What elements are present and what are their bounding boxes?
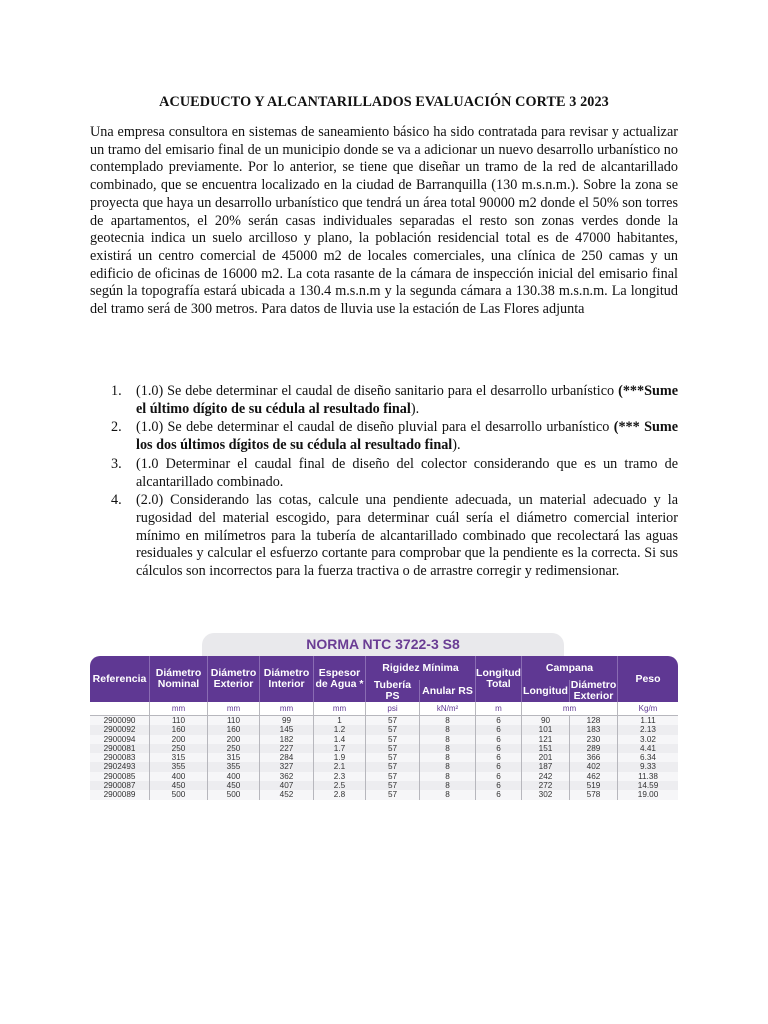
table-cell: 19.00 (618, 790, 678, 799)
table-cell: 8 (420, 781, 476, 790)
table-cell: 400 (208, 772, 260, 781)
table-cell: 2.5 (314, 781, 366, 790)
table-cell: 57 (366, 762, 420, 771)
table-cell: 90 (522, 716, 570, 725)
table-cell: 8 (420, 735, 476, 744)
table-cell: 8 (420, 753, 476, 762)
table-cell: 160 (150, 725, 208, 734)
header-longitud-total: Longitud Total (476, 656, 522, 702)
table-cell: 6 (476, 781, 522, 790)
table-cell: 2.13 (618, 725, 678, 734)
table-cell: 9.33 (618, 762, 678, 771)
table-cell: 2900092 (90, 725, 150, 734)
table-cell: 284 (260, 753, 314, 762)
table-cell: 151 (522, 744, 570, 753)
question-number: 1. (111, 383, 122, 399)
table-row (90, 772, 678, 781)
table-cell: 183 (570, 725, 618, 734)
table-cell: 200 (208, 735, 260, 744)
question-text: (1.0) Se debe determinar el caudal de diseño sanitario para el desarrollo urbanístico (136, 383, 619, 399)
table-cell: 128 (570, 716, 618, 725)
table-row (90, 781, 678, 790)
question-list (90, 383, 678, 582)
table-cell: 2900085 (90, 772, 150, 781)
table-cell: 57 (366, 790, 420, 799)
unit-cell: psi (366, 702, 420, 716)
table-cell: 1.11 (618, 716, 678, 725)
table-cell: 57 (366, 725, 420, 734)
table-cell: 14.59 (618, 781, 678, 790)
table-cell: 500 (150, 790, 208, 799)
table-cell: 407 (260, 781, 314, 790)
table-cell: 400 (150, 772, 208, 781)
table-cell: 6 (476, 744, 522, 753)
unit-cell: mm (260, 702, 314, 716)
table-cell: 187 (522, 762, 570, 771)
table-cell: 57 (366, 744, 420, 753)
unit-cell (90, 702, 150, 716)
table-cell: 4.41 (618, 744, 678, 753)
table-cell: 8 (420, 716, 476, 725)
question-item (90, 419, 678, 454)
table-cell: 450 (150, 781, 208, 790)
table-cell: 315 (150, 753, 208, 762)
table-cell: 1.4 (314, 735, 366, 744)
table-cell: 57 (366, 735, 420, 744)
table-cell: 327 (260, 762, 314, 771)
table-cell: 6 (476, 716, 522, 725)
question-note: (***Sume el último dígito de su cédula al resultado final (136, 383, 678, 417)
question-text: (1.0) Se debe determinar el caudal de diseño pluvial para el desarrollo urbanístico (136, 419, 614, 436)
table-cell: 2900089 (90, 790, 150, 799)
table-cell: 8 (420, 772, 476, 781)
table-cell: 57 (366, 716, 420, 725)
table-cell: 2900081 (90, 744, 150, 753)
header-anular-rs: Anular RS (420, 680, 476, 702)
table-cell: 366 (570, 753, 618, 762)
table-row (90, 753, 678, 762)
header-peso: Peso (618, 656, 678, 702)
units-row (90, 702, 678, 716)
table-cell: 2.8 (314, 790, 366, 799)
question-item (90, 456, 678, 491)
table-cell: 110 (150, 716, 208, 725)
table-cell: 11.38 (618, 772, 678, 781)
table-cell: 1.2 (314, 725, 366, 734)
table-cell: 227 (260, 744, 314, 753)
table-cell: 242 (522, 772, 570, 781)
table-cell: 6 (476, 725, 522, 734)
table-cell: 121 (522, 735, 570, 744)
header-tuberia-ps: Tubería PS (366, 680, 420, 702)
table-cell: 57 (366, 781, 420, 790)
table-row (90, 744, 678, 753)
table-cell: 450 (208, 781, 260, 790)
question-text: (1.0 Determinar el caudal final de diseño del colector considerando que es un tramo de alcantarillado combinado. (136, 455, 678, 490)
table-cell: 182 (260, 735, 314, 744)
table-row (90, 725, 678, 734)
table-cell: 2900087 (90, 781, 150, 790)
pipe-spec-table (90, 656, 678, 800)
table-cell: 230 (570, 735, 618, 744)
question-tail: ). (410, 400, 420, 417)
table-cell: 462 (570, 772, 618, 781)
table-cell: 2.3 (314, 772, 366, 781)
table-cell: 315 (208, 753, 260, 762)
table-cell: 110 (208, 716, 260, 725)
table-cell: 2900094 (90, 735, 150, 744)
header-espesor: Espesor de Agua * (314, 656, 366, 702)
table-cell: 8 (420, 762, 476, 771)
table-cell: 302 (522, 790, 570, 799)
table-cell: 99 (260, 716, 314, 725)
table-cell: 101 (522, 725, 570, 734)
table-cell: 250 (150, 744, 208, 753)
table-cell: 2.1 (314, 762, 366, 771)
unit-cell: mm (150, 702, 208, 716)
table-cell: 500 (208, 790, 260, 799)
table-cell: 272 (522, 781, 570, 790)
header-campana-diametro: Diámetro Exterior (570, 679, 617, 702)
table-cell: 289 (570, 744, 618, 753)
table-cell: 250 (208, 744, 260, 753)
header-campana: Campana (522, 656, 618, 680)
problem-statement: Una empresa consultora en sistemas de saneamiento básico ha sido contratada para revisar y actualizar un tramo del emisario final de un municipio donde se va a adicionar un nuevo desarrollo urbanístico no contemplado previamente. Por lo anterior, se tiene que diseñar un tramo de la red de alcantarillado combinado, que se encuentra localizado en la ciudad de Barranquilla (130 m.s.n.m.). Sobre la zona se proyecta que haya un desarrollo urbanístico que tendrá un área total 90000 m2 donde el 50% son torres de apartamentos, el 20% serán casas individuales separadas el resto son zonas verdes donde la geotecnia indica un suelo arcilloso y plano, la población residencial total es de 47000 habitantes, existirá un centro comercial de 45000 m2 de locales comerciales, una clínica de 250 camas y un edificio de oficinas de 16000 m2. La cota rasante de la cámara de inspección inicial del emisario final según la topografía estará ubicada a 130.4 m.s.n.m y la segunda cámara a 130.38 m.s.n.m. La longitud del tramo será de 300 metros. Para datos de lluvia use la estación de Las Flores adjunta (90, 124, 678, 318)
table-cell: 200 (150, 735, 208, 744)
table-cell: 402 (570, 762, 618, 771)
header-diametro-interior: Diámetro Interior (260, 656, 314, 702)
question-item (90, 492, 678, 581)
table-cell: 8 (420, 725, 476, 734)
table-title: NORMA NTC 3722-3 S8 (306, 636, 460, 652)
question-number: 2. (111, 419, 122, 436)
question-text: (2.0) Considerando las cotas, calcule una pendiente adecuada, un material adecuado y la rugosidad del material escogido, para determinar cuál sería el diámetro comercial interior mínimo en milímetros para la tubería de alcantarillado combinado que recolectará las aguas residuales y calcular el esfuerzo cortante para comprobar que la pendiente es la correcta. Si sus cálculos son incorrectos para la fuerza tractiva o de arrastre corregir y redimensionar. (136, 492, 678, 580)
table-cell: 6 (476, 753, 522, 762)
header-diametro-nominal: Diámetro Nominal (150, 656, 208, 702)
table-cell: 2900083 (90, 753, 150, 762)
table-row (90, 762, 678, 771)
table-cell: 362 (260, 772, 314, 781)
unit-cell: m (476, 702, 522, 716)
table-cell: 3.02 (618, 735, 678, 744)
table-cell: 2900090 (90, 716, 150, 725)
table-cell: 1.7 (314, 744, 366, 753)
header-referencia: Referencia (90, 656, 150, 702)
table-row (90, 735, 678, 744)
table-cell: 6 (476, 790, 522, 799)
table-cell: 8 (420, 744, 476, 753)
table-cell: 519 (570, 781, 618, 790)
question-number: 3. (111, 455, 122, 472)
table-cell: 6.34 (618, 753, 678, 762)
table-row (90, 790, 678, 799)
pipe-spec-table-figure (90, 633, 678, 828)
unit-cell: Kg/m (618, 702, 678, 716)
unit-cell: mm (522, 702, 618, 716)
unit-cell: kN/m² (420, 702, 476, 716)
document-title: ACUEDUCTO Y ALCANTARILLADOS EVALUACIÓN CORTE 3 2023 (159, 94, 609, 110)
table-cell: 1.9 (314, 753, 366, 762)
table-cell: 1 (314, 716, 366, 725)
unit-cell: mm (314, 702, 366, 716)
table-cell: 8 (420, 790, 476, 799)
table-cell: 578 (570, 790, 618, 799)
table-cell: 57 (366, 753, 420, 762)
table-cell: 145 (260, 725, 314, 734)
header-diametro-exterior: Diámetro Exterior (208, 656, 260, 702)
table-row (90, 716, 678, 725)
table-cell: 355 (208, 762, 260, 771)
table-cell: 6 (476, 762, 522, 771)
table-cell: 201 (522, 753, 570, 762)
question-note: (*** Sume los dos últimos dígitos de su cédula al resultado final (136, 419, 678, 454)
table-cell: 160 (208, 725, 260, 734)
table-cell: 6 (476, 735, 522, 744)
header-rigidez-minima: Rigidez Mínima (366, 656, 476, 680)
unit-cell: mm (208, 702, 260, 716)
question-tail: ). (452, 437, 461, 454)
table-cell: 355 (150, 762, 208, 771)
table-cell: 2902493 (90, 762, 150, 771)
header-campana-longitud: Longitud (522, 680, 570, 702)
question-number: 4. (111, 492, 122, 509)
table-cell: 6 (476, 772, 522, 781)
question-item (90, 383, 678, 418)
table-cell: 452 (260, 790, 314, 799)
table-cell: 57 (366, 772, 420, 781)
